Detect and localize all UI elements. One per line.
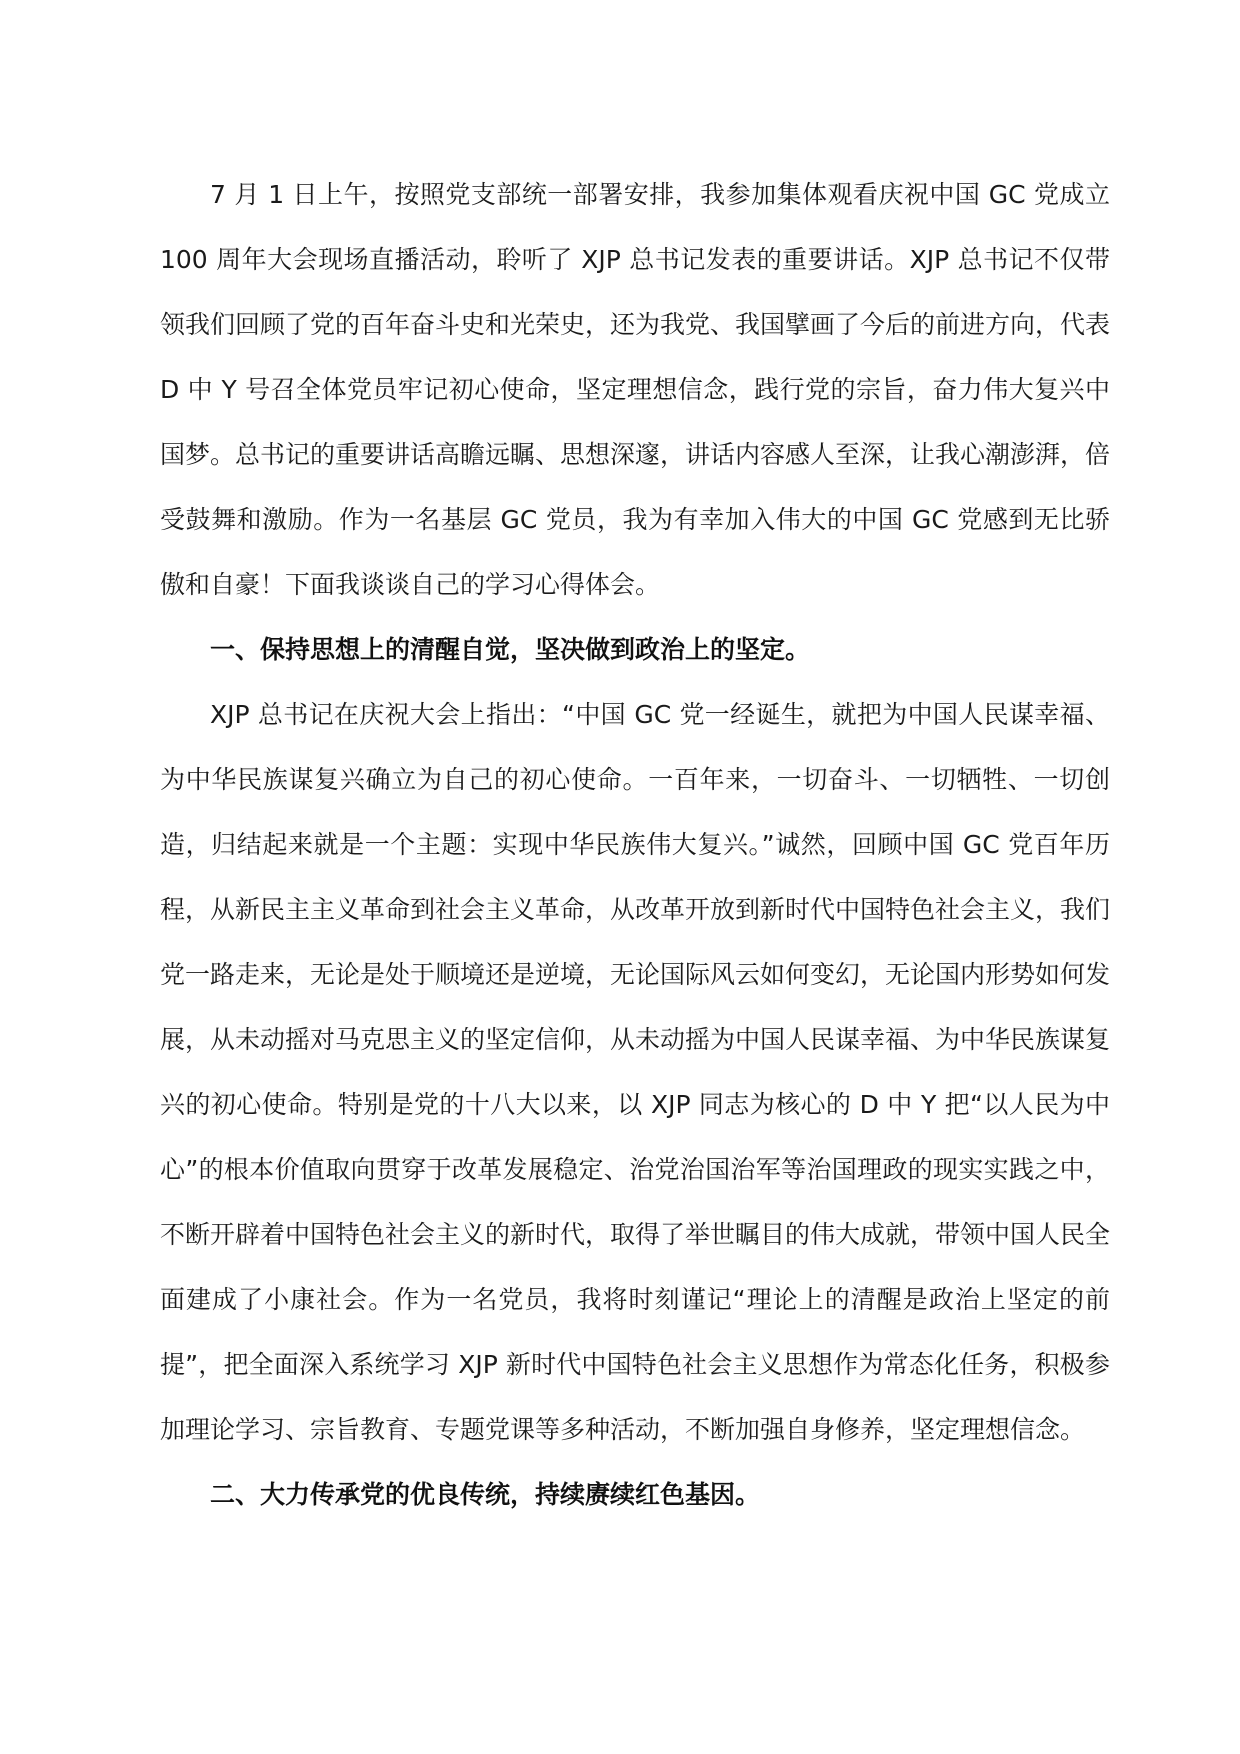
paragraph-section-1: XJP 总书记在庆祝大会上指出：“中国 GC 党一经诞生，就把为中国人民谋幸福、为中华民族谋复兴确立为自己的初心使命。一百年来，一切奋斗、一切牺牲、一切创造，归结起来就是一个主题：实现中华民族伟大复兴。”诚然，回顾中国 GC 党百年历程，从新民主主义革命到社会主义革命，从改革开放到新时代中国特色社会主义，我们党一路走来，无论是处于顺境还是逆境，无论国际风云如何变幻，无论国内形势如何发展，从未动摇对马克思主义的坚定信仰，从未动摇为中国人民谋幸福、为中华民族谋复兴的初心使命。特别是党的十八大以来，以 XJP 同志为核心的 D 中 Y 把“以人民为中心”的根本价值取向贯穿于改革发展稳定、治党治国治军等治国理政的现实实践之中，不断开辟着中国特色社会主义的新时代，取得了举世瞩目的伟大成就，带领中国人民全面建成了小康社会。作为一名党员，我将时刻谨记“理论上的清醒是政治上坚定的前提”，把全面深入系统学习 XJP 新时代中国特色社会主义思想作为常态化任务，积极参加理论学习、宗旨教育、专题党课等多种活动，不断加强自身修养，坚定理想信念。 <box>160 700 1111 1444</box>
section-heading-2: 二、大力传承党的优良传统，持续赓续红色基因。 <box>210 1480 761 1509</box>
document-body <box>160 162 1110 1527</box>
paragraph-intro: 7 月 1 日上午，按照党支部统一部署安排，我参加集体观看庆祝中国 GC 党成立 100 周年大会现场直播活动，聆听了 XJP 总书记发表的重要讲话。XJP 总书记不仅带领我们回顾了党的百年奋斗史和光荣史，还为我党、我国擘画了今后的前进方向，代表 D 中 Y 号召全体党员牢记初心使命，坚定理想信念，践行党的宗旨，奋力伟大复兴中国梦。总书记的重要讲话高瞻远瞩、思想深邃，讲话内容感人至深，让我心潮澎湃，倍受鼓舞和激励。作为一名基层 GC 党员，我为有幸加入伟大的中国 GC 党感到无比骄傲和自豪！下面我谈谈自己的学习心得体会。 <box>160 180 1111 599</box>
section-heading-1: 一、保持思想上的清醒自觉，坚决做到政治上的坚定。 <box>210 635 811 664</box>
